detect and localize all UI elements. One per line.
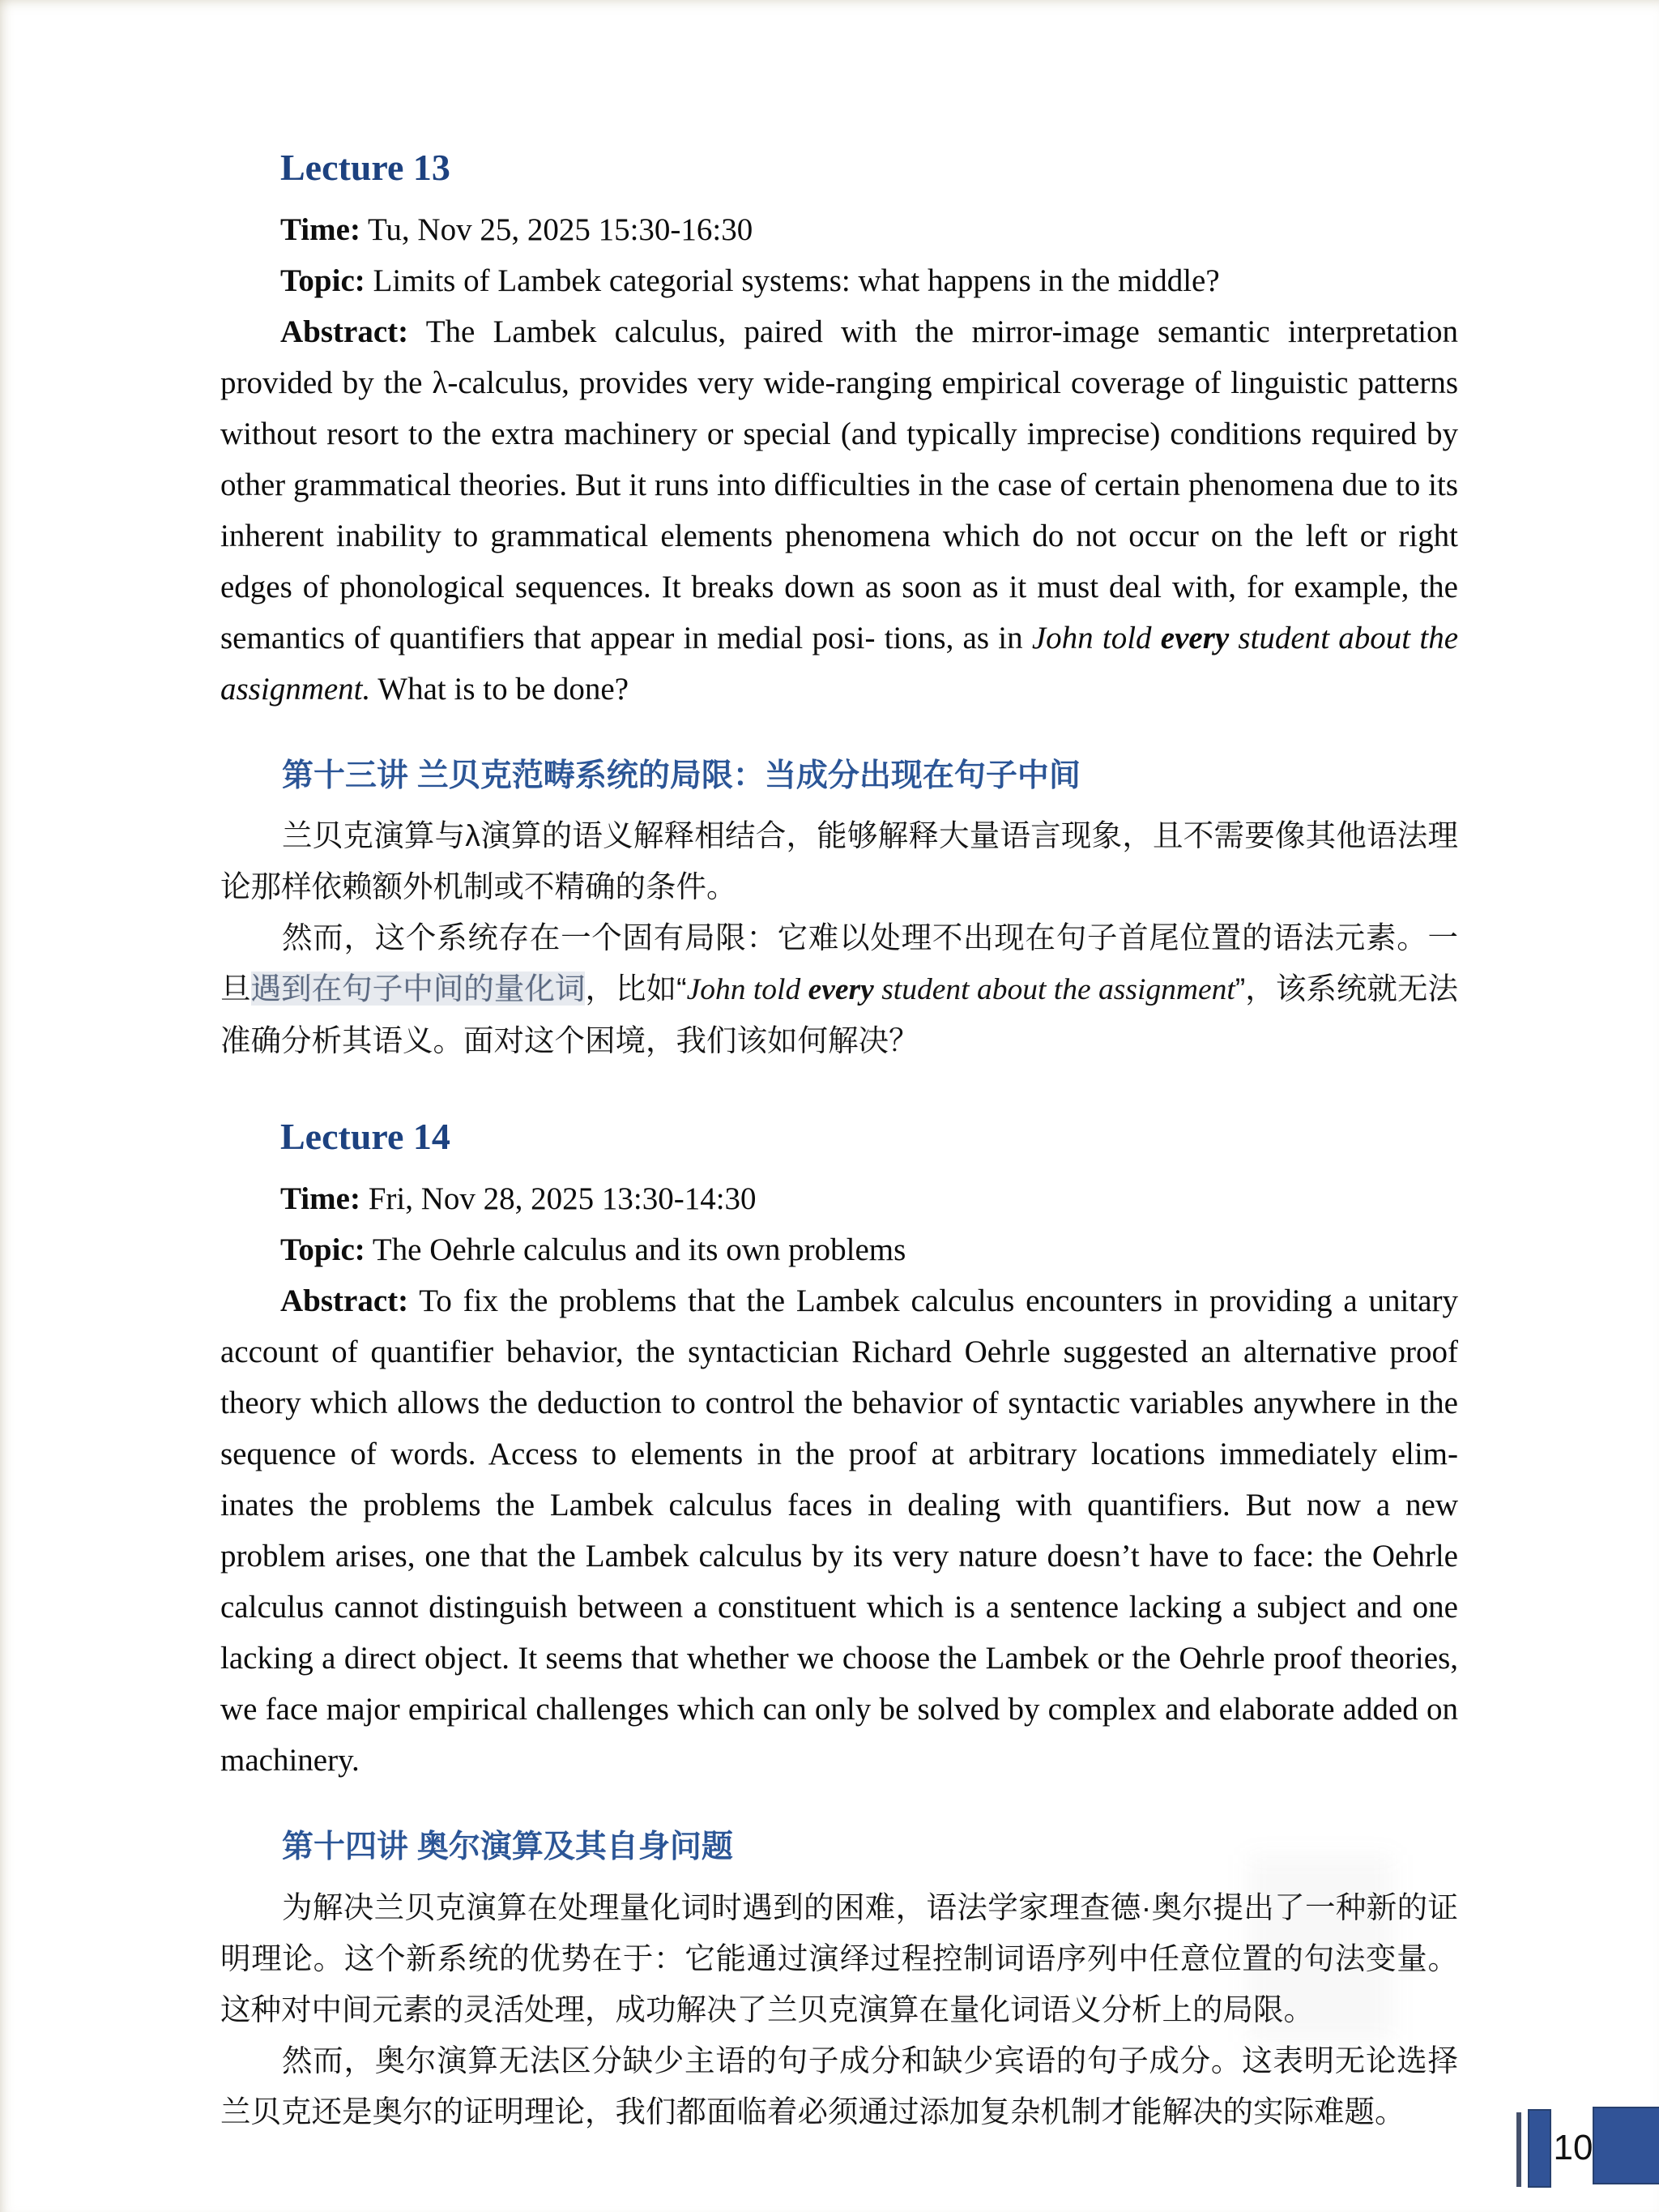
lecture-13-section — [220, 144, 1458, 1066]
lecture-14-cjk-paragraph-2: 然而，奥尔演算无法区分缺少主语的句子成分和缺少宾语的句子成分。这表明无论选择兰贝克还是奥尔的证明理论，我们都面临着必须通过添加复杂机制才能解决的实际难题。 — [220, 2043, 1458, 2129]
page-number: 10 — [1553, 2128, 1593, 2167]
lecture-14-abstract — [220, 1275, 1458, 1786]
lecture-14-title: Lecture 14 — [280, 1116, 450, 1158]
time-label: Time: — [280, 211, 360, 247]
time-value: Fri, Nov 28, 2025 13:30-14:30 — [368, 1181, 757, 1216]
topic-label: Topic: — [280, 263, 365, 298]
topic-value: Limits of Lambek categorial systems: what happens in the middle? — [373, 263, 1220, 298]
lecture-14-topic-line — [220, 1224, 1458, 1275]
lecture-14-time-line — [220, 1173, 1458, 1224]
footer-blue-rectangle — [1593, 2107, 1659, 2184]
lecture-13-title: Lecture 13 — [280, 147, 450, 188]
time-value: Tu, Nov 25, 2025 15:30-16:30 — [367, 211, 753, 247]
lecture-13-cjk-paragraph-1: 兰贝克演算与λ演算的语义解释相结合，能够解释大量语言现象，且不需要像其他语法理论那样依赖额外机制或不精确的条件。 — [220, 818, 1458, 904]
abstract-label: Abstract: — [280, 314, 409, 349]
lecture-13-cjk-paragraph-2: 然而，这个系统存在一个固有局限：它难以处理不出现在句子首尾位置的语法元素。一旦遇到在句子中间的量化词，比如“John told every student about the assignment”，该系统就无法准确分析其语义。面对这个困境，我们该如何解决？ — [220, 920, 1459, 1058]
footer-accent-bar — [1528, 2109, 1551, 2188]
abstract-label: Abstract: — [280, 1283, 409, 1318]
lecture-14-cjk-heading: 第十四讲 奥尔演算及其自身问题 — [282, 1829, 733, 1864]
lecture-13-topic-line — [220, 255, 1458, 306]
lecture-13-cjk-heading: 第十三讲 兰贝克范畴系统的局限：当成分出现在句子中间 — [282, 758, 1081, 793]
scan-artifact — [1247, 1855, 1393, 2042]
topic-label: Topic: — [280, 1232, 365, 1267]
footer-thin-bar — [1516, 2112, 1521, 2187]
abstract-text: The Lambek calculus, paired with the mirror-image semantic interpretation provided by the λ-calculus, provides very wide-ranging empirical coverage of linguistic patterns without resort to the extra machinery or special (and typically imprecise) conditions required by other grammatical theories. But it runs into difficulties in the case of certain phenomena due to its inherent inability to grammatical elements phenomena which do not occur on the left or right edges of phonological sequences. It breaks down as soon as it must deal with, for example, the semantics of quantifiers that appear in medial posi- tions, as in John told every student about the assignment. What is to be done? — [220, 314, 1459, 707]
topic-value: The Oehrle calculus and its own problems — [372, 1232, 906, 1267]
time-label: Time: — [280, 1181, 360, 1216]
lecture-13-abstract — [220, 306, 1458, 715]
abstract-text: To fix the problems that the Lambek calculus encounters in providing a unitary account of quantifier behavior, the syntactician Richard Oehrle suggested an alternative proof theory which allows the deduction to control the behavior of syntactic variables anywhere in the sequence of words. Access to elements in the proof at arbitrary locations immediately elim- inates the problems the Lambek calculus faces in dealing with quantifiers. But now a new problem arises, one that the Lambek calculus by its very nature doesn’t have to face: the Oehrle calculus cannot distinguish between a constituent which is a sentence lacking a subject and one lacking a direct object. It seems that whether we choose the Lambek or the Oehrle proof theories, we face major empirical challenges which can only be solved by complex and elaborate added on machinery. — [220, 1283, 1458, 1778]
lecture-13-time-line — [220, 204, 1458, 255]
lecture-14-cjk-paragraph-1: 为解决兰贝克演算在处理量化词时遇到的困难，语法学家理查德·奥尔提出了一种新的证明理论。这个新系统的优势在于：它能通过演绎过程控制词语序列中任意位置的句法变量。这种对中间元素的灵活处理，成功解决了兰贝克演算在量化词语义分析上的局限。 — [220, 1890, 1458, 2026]
